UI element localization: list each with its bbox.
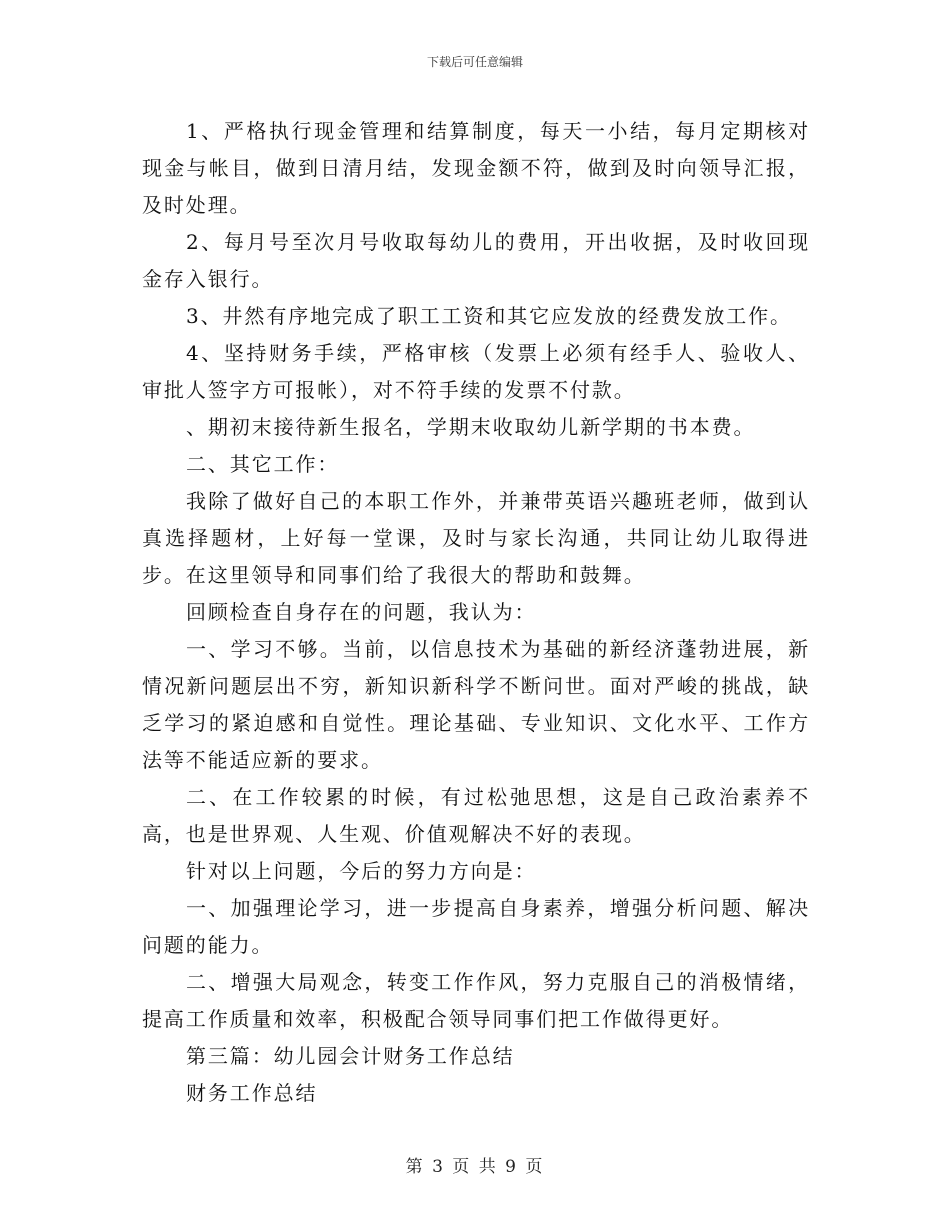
paragraph: 二、增强大局观念，转变工作作风，努力克服自己的消极情绪，提高工作质量和效率，积极配合领导同事们把工作做得更好。	[142, 970, 810, 1031]
page-number: 第 3 页 共 9 页	[405, 1157, 545, 1177]
section-heading: 二、其它工作：	[186, 452, 340, 476]
subtitle: 财务工作总结	[186, 1081, 318, 1105]
document-body	[142, 113, 810, 1112]
paragraph: 4、坚持财务手续，严格审核（发票上必须有经手人、验收人、审批人签字方可报帐），对不符手续的发票不付款。	[142, 341, 810, 402]
paragraph: 回顾检查自身存在的问题，我认为：	[186, 600, 537, 624]
paragraph: 2、每月号至次月号收取每幼儿的费用，开出收据，及时收回现金存入银行。	[142, 230, 810, 291]
paragraph: 、期初末接待新生报名，学期末收取幼儿新学期的书本费。	[186, 415, 756, 439]
paragraph: 1、严格执行现金管理和结算制度，每天一小结，每月定期核对现金与帐目，做到日清月结，发现金额不符，做到及时向领导汇报，及时处理。	[142, 119, 810, 217]
paragraph: 我除了做好自己的本职工作外，并兼带英语兴趣班老师，做到认真选择题材，上好每一堂课，及时与家长沟通，共同让幼儿取得进步。在这里领导和同事们给了我很大的帮助和鼓舞。	[142, 489, 810, 587]
paragraph: 二、在工作较累的时候，有过松弛思想，这是自己政治素养不高，也是世界观、人生观、价值观解决不好的表现。	[142, 785, 810, 846]
paragraph: 一、学习不够。当前，以信息技术为基础的新经济蓬勃进展，新情况新问题层出不穷，新知识新科学不断问世。面对严峻的挑战，缺乏学习的紧迫感和自觉性。理论基础、专业知识、文化水平、工作方法等不能适应新的要求。	[142, 637, 810, 772]
paragraph: 3、井然有序地完成了职工工资和其它应发放的经费发放工作。	[186, 304, 792, 328]
header-note: 下载后可任意编辑	[426, 55, 523, 69]
paragraph: 针对以上问题，今后的努力方向是：	[186, 859, 537, 883]
paragraph: 一、加强理论学习，进一步提高自身素养，增强分析问题、解决问题的能力。	[142, 896, 810, 957]
chapter-title: 第三篇：幼儿园会计财务工作总结	[186, 1044, 515, 1068]
